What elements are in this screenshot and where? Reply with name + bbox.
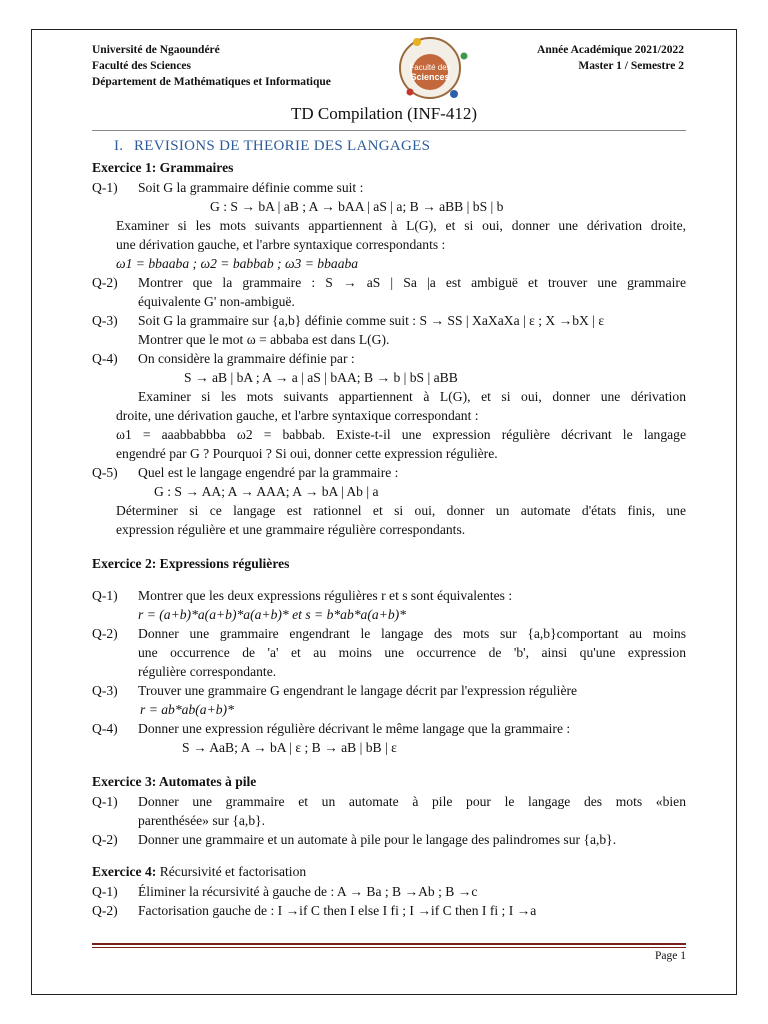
title-divider	[92, 130, 686, 131]
exercise-2-heading: Exercice 2: Expressions régulières	[92, 556, 290, 571]
question-text: Soit G la grammaire sur {a,b} définie comme suit : S → SS | XaXaXa | ε ; X →bX | ε	[138, 313, 605, 328]
question-text: Trouver une grammaire G engendrant le langage décrit par l'expression régulière	[138, 683, 578, 698]
expression-line: r = (a+b)*a(a+b)*a(a+b)* et s = b*ab*a(a+b)*	[138, 607, 406, 622]
question-number: Q-3)	[92, 313, 118, 328]
question-text: Donner une grammaire et un automate à pile pour le langage des mots «bien	[138, 794, 686, 809]
text-line: engendré par G ? Pourquoi ? Si oui, donner cette expression régulière.	[116, 446, 498, 461]
grammar-rule: G : S → AA; A → AAA; A → bA | Ab | a	[154, 484, 379, 499]
text-line: Déterminer si ce langage est rationnel et si oui, donner un automate d'états finis, une	[116, 503, 686, 518]
question-number: Q-2)	[92, 275, 118, 290]
question-number: Q-5)	[92, 465, 118, 480]
question-text: Soit G la grammaire définie comme suit :	[138, 180, 364, 195]
word-list: ω1 = bbaaba ; ω2 = babbab ; ω3 = bbaaba	[116, 256, 359, 271]
institution-header	[92, 42, 331, 90]
grammar-rule: S → AaB; A → bA | ε ; B → aB | bB | ε	[182, 740, 397, 755]
exercise-title: Récursivité et factorisation	[159, 864, 307, 879]
text-line: Montrer que le mot ω = abbaba est dans L(G).	[138, 332, 390, 347]
text-line: équivalente G' non-ambiguë.	[138, 294, 295, 309]
section-heading	[92, 138, 430, 155]
section-number: I.	[114, 138, 124, 154]
text-line: régulière correspondante.	[138, 664, 277, 679]
question-text: Donner une grammaire et un automate à pile pour le langage des palindromes sur {a,b}.	[138, 832, 617, 847]
academic-year: Année Académique 2021/2022	[537, 44, 684, 56]
academic-year-header	[537, 42, 684, 74]
text-line: droite, une dérivation gauche, et l'arbre syntaxique correspondant :	[116, 408, 479, 423]
expression-line: r = ab*ab(a+b)*	[140, 702, 234, 717]
question-number: Q-3)	[92, 683, 118, 698]
question-text: On considère la grammaire définie par :	[138, 351, 355, 366]
question-text: Quel est le langage engendré par la grammaire :	[138, 465, 399, 480]
department-name: Département de Mathématiques et Informatique	[92, 76, 331, 88]
question-text: Factorisation gauche de : I →if C then I else I fi ; I →if C then I fi ; I →a	[138, 903, 537, 918]
svg-text:Faculté des: Faculté des	[409, 63, 451, 72]
question-text: Donner une expression régulière décrivant le même langage que la grammaire :	[138, 721, 571, 736]
text-line: ω1 = aaabbabbba ω2 = babbab. Existe-t-il une expression régulière décrivant le langage	[116, 427, 686, 442]
svg-text:Sciences: Sciences	[410, 72, 450, 82]
exercise-3-heading: Exercice 3: Automates à pile	[92, 774, 257, 789]
text-line: une dérivation gauche, et l'arbre syntaxique correspondants :	[116, 237, 446, 252]
exercise-label: Exercice 4:	[92, 864, 157, 879]
question-text: Montrer que la grammaire : S → aS | Sa |a est ambiguë et trouver une grammaire	[138, 275, 686, 290]
question-number: Q-2)	[92, 832, 118, 847]
university-name: Université de Ngaoundéré	[92, 44, 220, 56]
text-line: Examiner si les mots suivants appartiennent à L(G), et si oui, donner une dérivation droite,	[116, 218, 686, 233]
text-line: une occurrence de 'a' et au moins une occurrence de 'b', ainsi qu'une expression	[138, 645, 686, 660]
footer-divider	[92, 943, 686, 945]
question-number: Q-4)	[92, 351, 118, 366]
faculty-logo	[384, 34, 476, 102]
page-number: Page 1	[655, 950, 686, 962]
question-number: Q-2)	[92, 903, 118, 918]
text-line: Examiner si les mots suivants appartiennent à L(G), et si oui, donner une dérivation	[138, 389, 686, 404]
question-text: Donner une grammaire engendrant le langage des mots sur {a,b}comportant au moins	[138, 626, 686, 641]
question-number: Q-1)	[92, 884, 118, 899]
question-number: Q-4)	[92, 721, 118, 736]
semester: Master 1 / Semestre 2	[578, 60, 684, 72]
question-number: Q-1)	[92, 180, 118, 195]
text-line: expression régulière et une grammaire régulière correspondants.	[116, 522, 466, 537]
section-title: REVISIONS DE THEORIE DES LANGAGES	[134, 138, 431, 154]
question-text: Éliminer la récursivité à gauche de : A → Ba ; B →Ab ; B →c	[138, 884, 478, 899]
faculty-name: Faculté des Sciences	[92, 60, 192, 72]
document-title: TD Compilation (INF-412)	[290, 104, 478, 123]
footer-divider-thin	[92, 947, 686, 948]
question-number: Q-2)	[92, 626, 118, 641]
grammar-rule: S → aB | bA ; A → a | aS | bAA; B → b | bS | aBB	[184, 370, 458, 385]
question-number: Q-1)	[92, 794, 118, 809]
text-line: parenthésée» sur {a,b}.	[138, 813, 266, 828]
question-number: Q-1)	[92, 588, 118, 603]
grammar-rule: G : S → bA | aB ; A → bAA | aS | a; B → aBB | bS | b	[210, 199, 504, 214]
exercise-1-heading: Exercice 1: Grammaires	[92, 160, 234, 175]
question-text: Montrer que les deux expressions régulières r et s sont équivalentes :	[138, 588, 513, 603]
exercise-4-heading	[92, 862, 306, 881]
